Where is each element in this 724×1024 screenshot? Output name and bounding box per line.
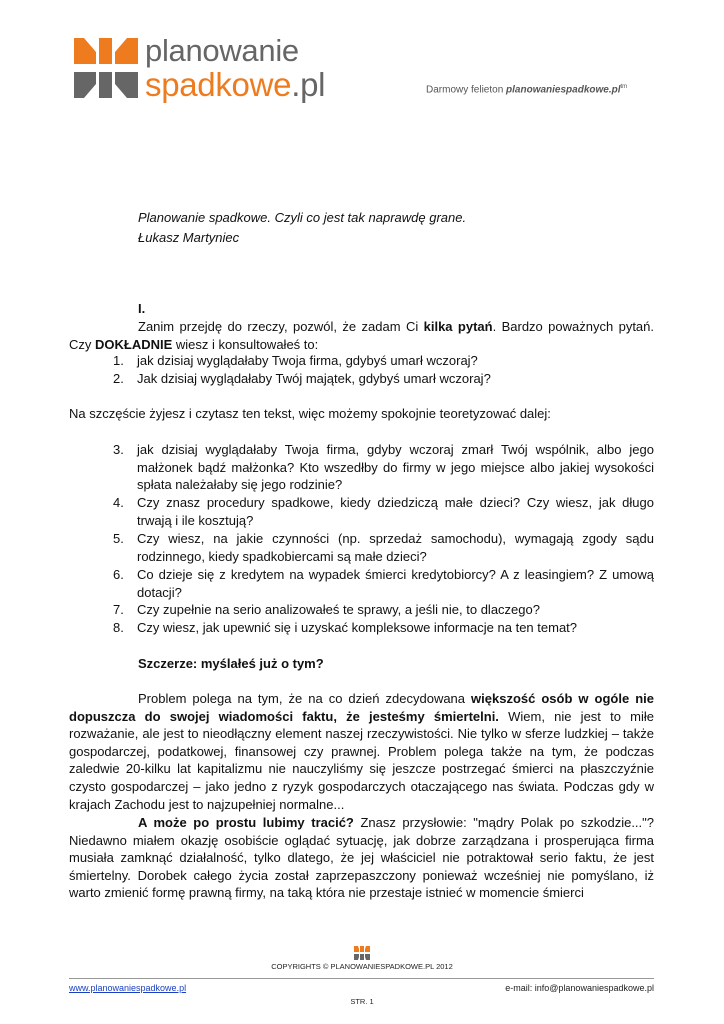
tagline-site: planowaniespadkowe.pl <box>506 84 621 96</box>
list-item: 3. jak dzisiaj wyglądałaby Twoja firma, gdyby wczoraj zmarł Twój wspólnik, albo jego małżonek bądź małżonka? Kto wszedłby do firmy w jego miejsce albo jakiej wysokości spłata należałaby się jego rodzinie? <box>113 442 654 493</box>
mid-paragraph: Na szczęście żyjesz i czytasz ten tekst, więc możemy spokojnie teoretyzować dalej: <box>69 406 551 421</box>
logo-mark <box>74 38 138 98</box>
list-item: 6. Co dzieje się z kredytem na wypadek śmierci kredytobiorcy? A z leasingiem? Z umową dotacji? <box>113 567 654 600</box>
list-item: 7. Czy zupełnie na serio analizowałeś te sprawy, a jeśli nie, to dlaczego? <box>113 602 540 617</box>
header-tagline <box>426 84 627 95</box>
article-title: Planowanie spadkowe. Czyli co jest tak naprawdę grane. <box>138 210 467 225</box>
sincerely-heading: Szczerze: myślałeś już o tym? <box>138 656 324 671</box>
list-item: 1. jak dzisiaj wyglądałaby Twoja firma, gdybyś umarł wczoraj? <box>113 353 478 368</box>
footer-divider <box>69 978 654 979</box>
logo-line2-suffix: .pl <box>291 66 326 103</box>
list-item: 4. Czy znasz procedury spadkowe, kiedy dziedziczą małe dzieci? Czy wiesz, jak długo trwają i ile kosztują? <box>113 495 654 528</box>
list-item: 5. Czy wiesz, na jakie czynności (np. sprzedaż samochodu), wymagają zgody sądu rodzinnego, kiedy spadkobiercami są małe dzieci? <box>113 531 654 564</box>
intro-c: . Bardzo poważnych pytań. Czy <box>69 319 655 352</box>
paragraph-2: A może po prostu lubimy tracić? Znasz przysłowie: "mądry Polak po szkodzie..."? Niedawno miałem okazję osobiście oglądać sytuację, jak dobrze zarządzana i prosperująca firma musiała zamknąć działalność, tylko dlatego, że jej właściciel nie potraktował serio faktu, że jest śmiertelny. Dorobek całego życia został zaprzepaszczony ponieważ wcześniej nie pomyślano, iż warto zmienić formę prawną firmy, na taką która nie przestaje istnieć w momencie śmierci <box>69 815 654 901</box>
article-author: Łukasz Martyniec <box>138 230 240 245</box>
footer-logo-icon <box>354 946 370 960</box>
section-number: I. <box>138 301 146 316</box>
logo-line2-main: spadkowe <box>145 66 292 103</box>
paragraph-1: Problem polega na tym, że na co dzień zdecydowana większość osób w ogóle nie dopuszcza do swojej wiadomości faktu, że jesteśmy śmiertelni. Wiem, nie jest to miłe rozważanie, ale jest to nieodłączny element naszej rzeczywistości. Nie tylko w sferze ludzkiej – także gospodarczej, podatkowej, finansowej czy prawnej. Problem polega także na tym, że podczas zaledwie 20-kilku lat kapitalizmu nie nauczyliśmy się jeszcze postrzegać śmierci na płaszczyźnie czysto gospodarczej – jako jedno z ryzyk gospodarczych otaczającego nas świata. Podczas gdy w krajach Zachodu jest to najzupełniej normalne... <box>69 691 654 812</box>
intro-e: wiesz i konsultowałeś to: <box>172 336 319 352</box>
intro-paragraph <box>69 318 654 353</box>
intro-a: Zanim przejdę do rzeczy, pozwól, że zadam Ci <box>138 319 424 334</box>
logo-line2 <box>145 66 325 104</box>
tagline-tm: tm <box>620 84 628 90</box>
footer-page-number: STR. 1 <box>350 997 374 1006</box>
footer-email: e-mail: info@planowaniespadkowe.pl <box>505 983 654 993</box>
intro-d: DOKŁADNIE <box>95 336 173 352</box>
intro-b: kilka pytań <box>423 319 493 334</box>
tagline-prefix: Darmowy felieton <box>426 84 507 96</box>
footer-website-link[interactable]: www.planowaniespadkowe.pl <box>69 983 187 993</box>
footer-copyright: COPYRIGHTS © PLANOWANIESPADKOWE.PL 2012 <box>271 962 453 971</box>
list-item: 8. Czy wiesz, jak upewnić się i uzyskać kompleksowe informacje na ten temat? <box>113 620 578 635</box>
logo-line1: planowanie <box>145 33 299 68</box>
list-item: 2. Jak dzisiaj wyglądałaby Twój majątek, gdybyś umarł wczoraj? <box>113 371 491 386</box>
